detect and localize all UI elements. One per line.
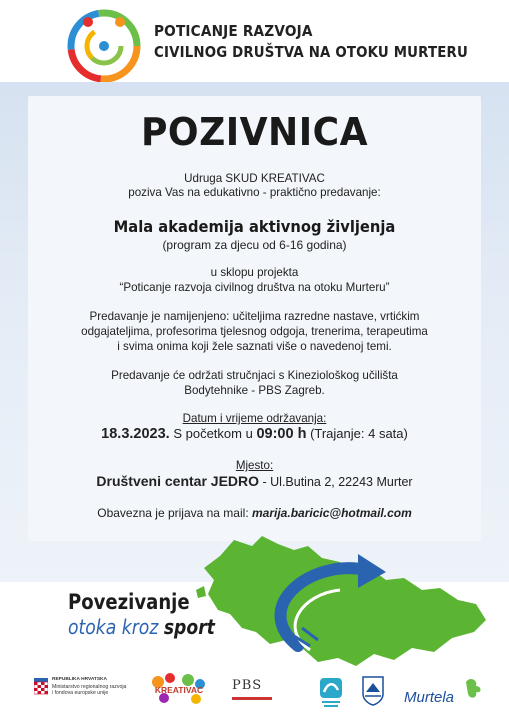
project-line-1: u sklopu projekta xyxy=(210,266,299,279)
ministry-line-2: i fondova europske unije xyxy=(52,690,109,696)
slogan xyxy=(68,590,239,639)
title-line-1: POTICANJE RAZVOJA xyxy=(154,22,313,40)
island-shape xyxy=(204,536,486,666)
murter-crest-icon xyxy=(362,676,384,706)
audience-line-1: Predavanje je namijenjeno: učiteljima razredne nastave, vrtićkim xyxy=(89,310,420,323)
ministry-logo-text xyxy=(52,677,134,697)
pbs-text: PBS xyxy=(232,678,263,693)
date-label: Datum i vrijeme održavanja: xyxy=(182,412,327,425)
place-name: Društveni centar JEDRO xyxy=(96,473,260,489)
place-address: - Ul.Butina 2, 22243 Murter xyxy=(262,475,413,489)
event-duration: (Trajanje: 4 sata) xyxy=(310,426,408,441)
signup-line xyxy=(0,506,509,520)
dalmacija-murter-logo xyxy=(318,676,344,710)
kreativac-text: KREATIVAC xyxy=(154,685,204,695)
event-date: 18.3.2023. xyxy=(101,426,170,442)
murtela-logo xyxy=(402,678,482,708)
header xyxy=(0,0,509,80)
organization-title xyxy=(154,22,509,61)
title-line-2: CIVILNOG DRUŠTVA NA OTOKU MURTERU xyxy=(154,43,468,61)
kreativac-logo xyxy=(148,672,210,706)
pbs-logo xyxy=(232,678,272,706)
place-line xyxy=(0,474,509,489)
spiral-logo-icon xyxy=(66,8,142,82)
slogan-part-b: sport xyxy=(163,615,215,639)
croatia-crest-icon xyxy=(34,678,48,698)
event-title: Mala akademija aktivnog življenja xyxy=(113,217,396,236)
lecturers-line-1: Predavanje će održati stručnjaci s Kineziološkog učilišta xyxy=(111,369,398,382)
ministry-line-1: Ministarstvo regionalnog razvoja xyxy=(52,683,127,690)
ministry-title: REPUBLIKA HRVATSKA xyxy=(52,677,107,682)
intro-line-1: Udruga SKUD KREATIVAC xyxy=(184,172,325,185)
sponsor-footer xyxy=(0,664,509,720)
intro-line-2: poziva Vas na edukativno - praktično predavanje: xyxy=(128,186,381,199)
slogan-part-a: otoka kroz xyxy=(68,615,159,639)
event-subtitle: (program za djecu od 6-16 godina) xyxy=(162,238,347,252)
slogan-line-2 xyxy=(68,615,215,639)
signup-email[interactable]: marija.baricic@hotmail.com xyxy=(252,506,412,520)
murtela-text: Murtela xyxy=(404,689,455,706)
project-line-2: “Poticanje razvoja civilnog društva na otoku Murteru” xyxy=(119,281,390,294)
time-prefix: S početkom u xyxy=(173,426,253,441)
signup-text: Obavezna je prijava na mail: xyxy=(97,506,249,520)
event-time: 09:00 h xyxy=(256,426,307,442)
slogan-line-1: Povezivanje xyxy=(68,590,190,614)
lecturers-line-2: Bodytehnike - PBS Zagreb. xyxy=(184,384,325,397)
place-label: Mjesto: xyxy=(235,459,274,472)
audience-line-2: odgajateljima, profesorima tjelesnog odgoja, trenerima, terapeutima xyxy=(81,325,428,338)
date-line xyxy=(0,427,509,441)
invitation-heading: POZIVNICA xyxy=(140,110,369,154)
audience-line-3: i svima onima koji žele saznati više o navedenoj temi. xyxy=(117,340,392,353)
